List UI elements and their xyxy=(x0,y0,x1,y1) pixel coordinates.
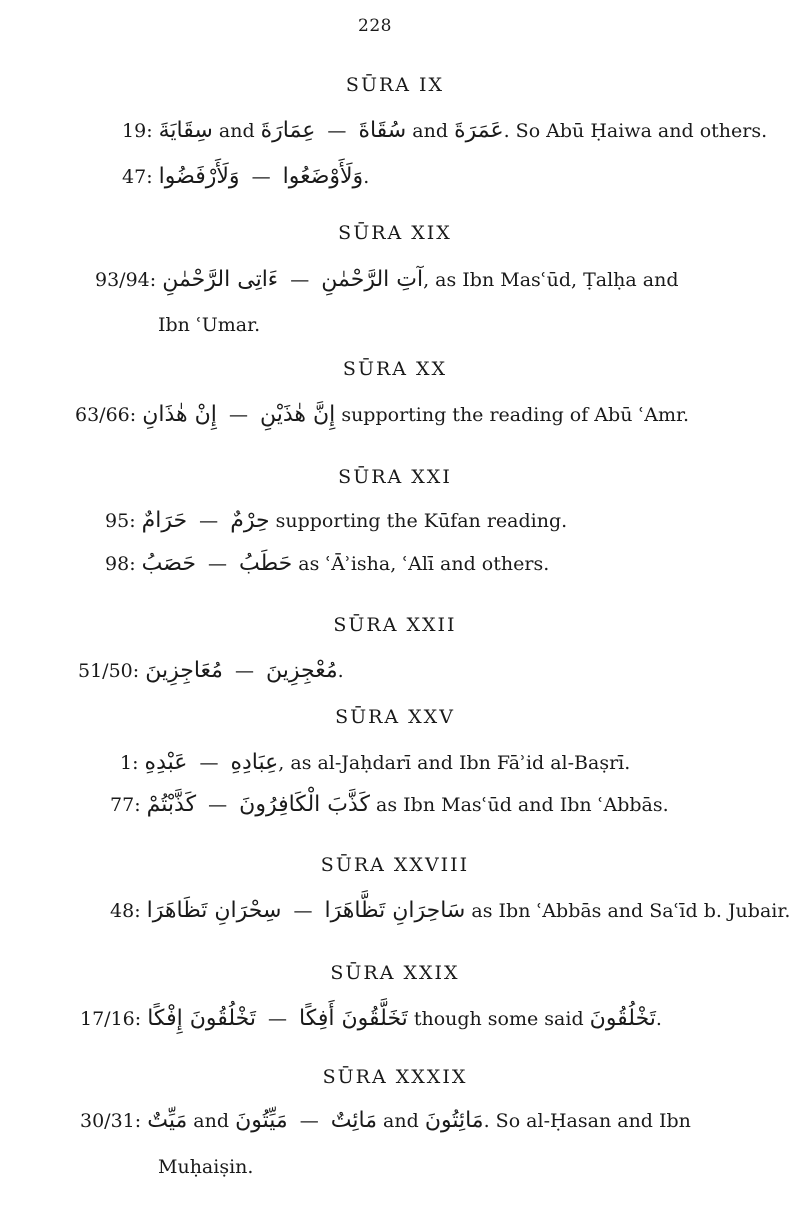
dash-separator: — xyxy=(268,1008,287,1030)
arabic-reading: مُعْجِزِينَ xyxy=(266,658,338,683)
verse-entry: 77: كَذَّبْتُمْ — كَذَّبَ الْكَافِرُونَ as Ibn Masʿūd and Ibn ʿAbbās. xyxy=(110,792,669,817)
sura-heading: SŪRA XIX xyxy=(338,222,452,244)
dash-separator: — xyxy=(208,794,228,816)
sura-heading: SŪRA XXXIX xyxy=(322,1066,468,1088)
commentary-text: . xyxy=(363,166,370,188)
arabic-reading: سَاحِرَانِ تَظَّاهَرَا xyxy=(324,898,466,923)
verse-number: 51/50 xyxy=(78,660,133,682)
commentary-text: . So al-Ḥasan and Ibn xyxy=(483,1110,691,1132)
arabic-reading: تَخْلُقُونَ xyxy=(589,1006,656,1031)
sura-heading: SŪRA XX xyxy=(342,358,448,380)
arabic-reading: مُعَاجِزِينَ xyxy=(145,658,223,683)
verse-entry: 51/50: مُعَاجِزِينَ — مُعْجِزِينَ. xyxy=(78,658,344,683)
commentary-text: . xyxy=(655,1008,662,1030)
commentary-text: as Ibn Masʿūd and Ibn ʿAbbās. xyxy=(370,794,669,816)
arabic-reading: حَطَبُ xyxy=(239,551,293,576)
arabic-reading: آتِ الرَّحْمٰنِ xyxy=(321,267,424,292)
continuation-line: Ibn ʿUmar. xyxy=(158,314,261,336)
arabic-reading: وَلَأَرْفَضُوا xyxy=(158,164,240,189)
verse-entry: 98: حَصَبُ — حَطَبُ as ʿĀʾisha, ʿAlī and others. xyxy=(105,551,550,576)
arabic-reading: إِنَّ هٰذَيْنِ xyxy=(260,402,336,427)
arabic-reading: حَصَبُ xyxy=(141,551,196,576)
dash-separator: — xyxy=(299,1110,319,1132)
verse-number: 48 xyxy=(110,900,135,922)
dash-separator: — xyxy=(207,553,227,575)
dash-separator: — xyxy=(293,900,313,922)
arabic-reading: مَيِّتُونَ xyxy=(235,1108,288,1133)
commentary-text: . xyxy=(337,660,344,682)
arabic-reading: عَبْدِهِ xyxy=(144,750,188,775)
verse-number: 95 xyxy=(105,510,130,532)
sura-heading: SŪRA XXII xyxy=(333,614,457,636)
arabic-reading: إِنْ هٰذَانِ xyxy=(142,402,217,427)
dash-separator: — xyxy=(199,510,219,532)
verse-number: 77 xyxy=(110,794,135,816)
dash-separator: — xyxy=(228,404,248,426)
arabic-reading: عِبَادِهِ xyxy=(230,750,279,775)
commentary-text: supporting the Kūfan reading. xyxy=(269,510,568,532)
arabic-reading: عَمَرَةَ xyxy=(454,118,504,143)
sura-heading: SŪRA XXVIII xyxy=(320,854,470,876)
verse-entry: 30/31: مَيِّتٌ and مَيِّتُونَ — مَائِتٌ and مَائِتُونَ. So al-Ḥasan and Ibn xyxy=(80,1108,691,1133)
arabic-reading: تَخَلَّقُونَ أَفِكًا xyxy=(299,1006,408,1031)
arabic-reading: ءَاتِى الرَّحْمٰنِ xyxy=(162,267,279,292)
verse-entry: 47: وَلَأَرْفَضُوا — وَلَأَوْضَعُوا. xyxy=(122,164,370,189)
sura-heading: SŪRA XXV xyxy=(335,706,455,728)
conjunction: and xyxy=(218,120,255,142)
verse-entry: 93/94: ءَاتِى الرَّحْمٰنِ — آتِ الرَّحْمٰنِ, as Ibn Masʿūd, Ṭalḥa and xyxy=(95,267,679,292)
arabic-reading: مَيِّتٌ xyxy=(147,1108,188,1133)
verse-number: 30/31 xyxy=(80,1110,135,1132)
verse-entry: 1: عَبْدِهِ — عِبَادِهِ, as al-Jaḥdarī and Ibn Fāʾid al-Baṣrī. xyxy=(120,750,631,775)
arabic-reading: مَائِتُونَ xyxy=(424,1108,484,1133)
verse-entry: 19: سِقَايَةَ and عِمَارَةَ — سُقَاةَ and عَمَرَةَ. So Abū Ḥaiwa and others. xyxy=(122,118,768,143)
conjunction: and xyxy=(383,1110,419,1132)
verse-number: 19 xyxy=(122,120,147,142)
dash-separator: — xyxy=(290,269,310,291)
verse-number: 63/66 xyxy=(75,404,130,426)
verse-number: 17/16 xyxy=(80,1008,135,1030)
commentary-text: as ʿĀʾisha, ʿAlī and others. xyxy=(292,553,550,575)
arabic-reading: حَرَامٌ xyxy=(141,508,188,533)
conjunction: and xyxy=(193,1110,230,1132)
arabic-reading: مَائِتٌ xyxy=(330,1108,377,1133)
arabic-reading: سِقَايَةَ xyxy=(158,118,213,143)
page-number: 228 xyxy=(358,16,392,36)
verse-number: 93/94 xyxy=(95,269,150,291)
commentary-text: , as al-Jaḥdarī and Ibn Fāʾid al-Baṣrī. xyxy=(278,752,631,774)
arabic-reading: تَخْلُقُونَ إِفْكًا xyxy=(147,1006,256,1031)
verse-number: 1 xyxy=(120,752,133,774)
verse-entry: 17/16: تَخْلُقُونَ إِفْكًا — تَخَلَّقُونَ أَفِكًا though some said تَخْلُقُونَ. xyxy=(80,1006,662,1031)
sura-heading: SŪRA XXIX xyxy=(330,962,460,984)
verse-number: 47 xyxy=(122,166,147,188)
arabic-reading: سِحْرَانِ تَظَاهَرَا xyxy=(146,898,282,923)
verse-number: 98 xyxy=(105,553,130,575)
commentary-text: as Ibn ʿAbbās and Saʿīd b. Jubair. xyxy=(465,900,790,922)
dash-separator: — xyxy=(327,120,347,142)
arabic-reading: سُقَاةَ xyxy=(358,118,407,143)
verse-entry: 48: سِحْرَانِ تَظَاهَرَا — سَاحِرَانِ تَظَّاهَرَا as Ibn ʿAbbās and Saʿīd b. Jubair. xyxy=(110,898,790,923)
dash-separator: — xyxy=(234,660,254,682)
conjunction: and xyxy=(412,120,449,142)
arabic-reading: عِمَارَةَ xyxy=(260,118,316,143)
dash-separator: — xyxy=(199,752,219,774)
sura-heading: SŪRA XXI xyxy=(338,466,452,488)
verse-entry: 95: حَرَامٌ — حِرْمٌ supporting the Kūfan reading. xyxy=(105,508,568,533)
commentary-text: though some said xyxy=(407,1008,590,1030)
arabic-reading: حِرْمٌ xyxy=(230,508,270,533)
verse-entry: 63/66: إِنْ هٰذَانِ — إِنَّ هٰذَيْنِ supporting the reading of Abū ʿAmr. xyxy=(75,402,690,427)
arabic-reading: كَذَّبَ الْكَافِرُونَ xyxy=(239,792,371,817)
arabic-reading: كَذَّبْتُمْ xyxy=(146,792,197,817)
commentary-text: . So Abū Ḥaiwa and others. xyxy=(503,120,768,142)
commentary-text: , as Ibn Masʿūd, Ṭalḥa and xyxy=(423,269,679,291)
continuation-line: Muḥaiṣin. xyxy=(158,1156,254,1178)
sura-heading: SŪRA IX xyxy=(345,74,445,96)
dash-separator: — xyxy=(251,166,271,188)
commentary-text: supporting the reading of Abū ʿAmr. xyxy=(335,404,690,426)
arabic-reading: وَلَأَوْضَعُوا xyxy=(282,164,364,189)
